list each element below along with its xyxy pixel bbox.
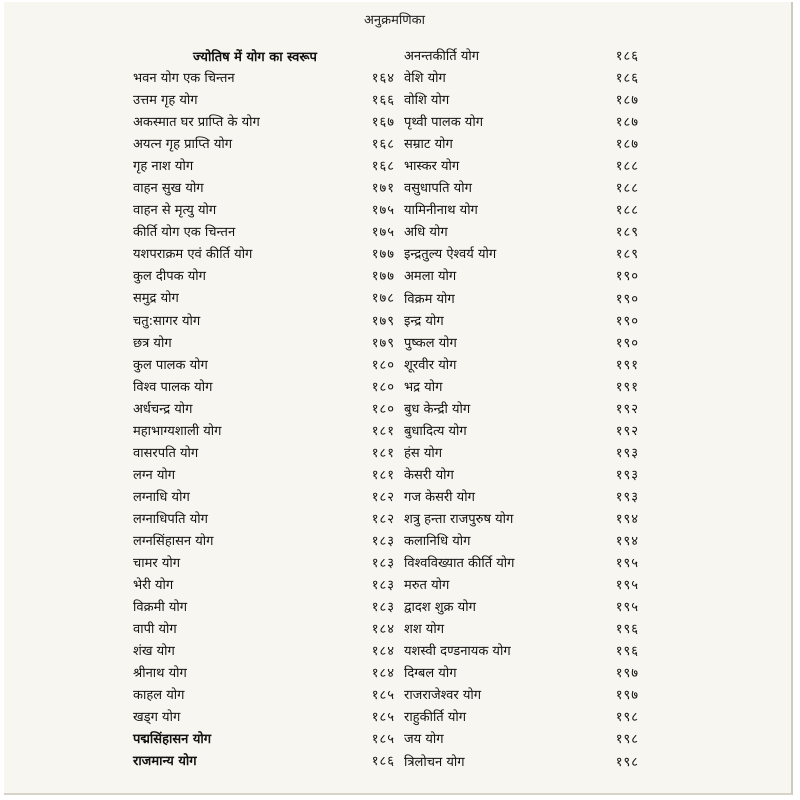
toc-entry-title: कुल पालक योग (133, 357, 208, 373)
toc-entry-title: दिग्बल योग (404, 666, 457, 682)
toc-entry-page: १९३ (615, 445, 639, 461)
toc-entry-page: १८५ (371, 710, 395, 726)
toc-entry (404, 88, 639, 110)
toc-entry (133, 176, 395, 198)
toc-entry-title: विक्रमी योग (133, 600, 188, 616)
toc-entry (404, 375, 639, 397)
toc-entry-title: पुष्कल योग (404, 335, 457, 351)
page-header-title: अनुक्रमणिका (363, 13, 426, 28)
toc-entry (404, 705, 639, 727)
toc-entry-title: अर्धचन्द्र योग (133, 401, 193, 417)
toc-entry (133, 595, 395, 617)
toc-entry (404, 397, 639, 419)
toc-entry-title: भेरी योग (133, 578, 174, 594)
toc-entry (404, 66, 639, 88)
toc-entry-title: लग्नाधिपति योग (133, 511, 208, 527)
toc-entry-title: अयत्न गृह प्राप्ति योग (133, 137, 233, 153)
toc-entry (404, 639, 639, 661)
toc-entry (133, 353, 395, 375)
toc-entry (404, 727, 639, 749)
toc-entry-title: यशपराक्रम एवं कीर्ति योग (133, 247, 253, 263)
toc-entry-title: राहुकीर्ति योग (404, 710, 467, 726)
toc-entry-page: १८२ (371, 511, 395, 527)
toc-entry-page: १९० (615, 291, 639, 307)
toc-entry-title: मरुत योग (404, 578, 450, 594)
toc-entry-page: १९१ (615, 379, 639, 395)
section-heading: ज्योतिष में योग का स्वरूप (193, 50, 317, 65)
toc-entry (133, 286, 395, 308)
toc-entry-page: १९४ (615, 534, 639, 550)
toc-entry (133, 66, 395, 88)
toc-entry-page: १८४ (371, 644, 395, 660)
toc-entry-page: १९५ (615, 556, 639, 572)
toc-entry-page: १६४ (371, 71, 395, 86)
toc-entry-page: १८० (371, 357, 395, 373)
toc-entry (133, 264, 395, 286)
toc-entry-page: १८७ (615, 137, 639, 153)
toc-entry (133, 683, 395, 705)
toc-entry-page: १८३ (371, 600, 395, 616)
toc-entry (404, 176, 639, 198)
toc-entry-title: शंख योग (133, 644, 175, 660)
toc-entry-title: त्रिलोचन योग (404, 754, 465, 770)
toc-entry (404, 463, 639, 485)
toc-entry-page: १८६ (615, 71, 639, 87)
toc-entry-page: १८१ (371, 445, 395, 461)
toc-entry-title: केसरी योग (404, 467, 454, 483)
toc-entry-page: १९५ (615, 600, 639, 616)
toc-entry (404, 220, 639, 242)
toc-entry-page: १७७ (371, 247, 395, 263)
toc-entry (404, 595, 639, 617)
toc-entry-title: कीर्ति योग एक चिन्तन (133, 225, 236, 241)
toc-entry (133, 242, 395, 264)
toc-entry (133, 154, 395, 176)
toc-entry-page: १८१ (371, 423, 395, 439)
toc-entry-page: १९६ (615, 644, 639, 660)
toc-entry (133, 639, 395, 661)
toc-entry-title: वाहन सुख योग (133, 181, 204, 197)
toc-entry-title: भास्कर योग (404, 159, 460, 175)
toc-entry-title: अधि योग (404, 225, 448, 241)
toc-entry-title: जय योग (404, 732, 444, 748)
toc-entry-page: १८५ (371, 688, 395, 704)
toc-entry-title: लग्नाधि योग (133, 489, 190, 505)
toc-entry-page: १९८ (615, 732, 639, 748)
toc-entry-page: १९२ (615, 401, 639, 417)
toc-entry (133, 375, 395, 397)
toc-entry-title: अमला योग (404, 269, 457, 285)
toc-entry (404, 287, 639, 309)
toc-entry (404, 110, 639, 132)
toc-entry-title: वापी योग (133, 622, 177, 638)
toc-entry-title: द्वादश शुक्र योग (404, 600, 476, 616)
toc-entry-page: १८४ (371, 666, 395, 682)
toc-entry (133, 705, 395, 727)
toc-entry-page: १८७ (615, 115, 639, 131)
toc-entry-title: सम्राट योग (404, 137, 453, 153)
toc-entry (133, 441, 395, 463)
toc-entry-page: १७१ (371, 181, 395, 197)
toc-entry-page: १९८ (615, 754, 639, 770)
toc-entry-page: १८० (371, 379, 395, 395)
toc-entry-page: १९० (615, 313, 639, 329)
toc-entry-title: हंस योग (404, 445, 443, 461)
toc-entry-title: वाहन से मृत्यु योग (133, 203, 217, 219)
toc-entry-page: १६७ (371, 115, 395, 131)
toc-entry-title: महाभाग्यशाली योग (133, 423, 222, 439)
toc-entry-page: १६८ (371, 137, 395, 153)
toc-entry-title: अनन्तकीर्ति योग (404, 49, 480, 64)
toc-entry (133, 132, 395, 154)
toc-entry-page: १८८ (615, 203, 639, 219)
toc-entry (133, 88, 395, 110)
toc-entry-title: चामर योग (133, 556, 181, 572)
toc-entry-page: १९३ (615, 467, 639, 483)
toc-entry-page: १८८ (615, 159, 639, 175)
toc-entry (404, 132, 639, 154)
toc-entry-title: वसुधापति योग (404, 181, 472, 197)
toc-entry (404, 264, 639, 286)
toc-entry-title: लग्नसिंहासन योग (133, 533, 214, 549)
toc-entry-page: १८६ (615, 49, 639, 64)
toc-entry-page: १८५ (371, 732, 395, 748)
toc-entry-title: वासरपति योग (133, 445, 199, 461)
toc-entry-title: खड्ग योग (133, 710, 181, 726)
toc-entry (404, 242, 639, 264)
toc-entry (133, 220, 395, 242)
toc-entry-title: काहल योग (133, 688, 185, 704)
toc-entry (133, 198, 395, 220)
toc-entry-page: १६८ (371, 159, 395, 175)
toc-entry (404, 419, 639, 441)
toc-entry (404, 198, 639, 220)
toc-entry-title: कलानिधि योग (404, 534, 471, 550)
toc-entry (133, 419, 395, 441)
toc-entry-page: १८३ (371, 556, 395, 572)
toc-entry (133, 727, 395, 749)
toc-entry (404, 353, 639, 375)
toc-entry-title: गृह नाश योग (133, 159, 194, 175)
toc-entry-page: १६६ (371, 93, 395, 109)
toc-entry-title: विश्व पालक योग (133, 379, 213, 395)
toc-entry-title: विक्रम योग (404, 291, 455, 307)
toc-entry (133, 110, 395, 132)
toc-entry-page: १८० (371, 401, 395, 417)
toc-entry (133, 485, 395, 507)
toc-entry (133, 397, 395, 419)
toc-entry-title: यशस्वी दण्डनायक योग (404, 644, 511, 660)
toc-entry-title: अकस्मात घर प्राप्ति के योग (133, 115, 260, 131)
toc-entry (404, 617, 639, 639)
toc-entry-title: विश्वविख्यात कीर्ति योग (404, 556, 515, 572)
toc-entry-page: १८८ (615, 181, 639, 197)
toc-entry (133, 749, 395, 771)
toc-entry-page: १७७ (371, 269, 395, 285)
toc-entry (404, 154, 639, 176)
toc-entry (133, 661, 395, 683)
toc-entry-page: १७५ (371, 203, 395, 219)
toc-entry-title: पृथ्वी पालक योग (404, 115, 484, 131)
toc-entry-page: १८६ (371, 754, 395, 770)
toc-entry-title: लग्न योग (133, 467, 176, 483)
toc-entry-page: १९४ (615, 511, 639, 527)
toc-entry-page: १८९ (615, 225, 639, 241)
toc-entry-title: भवन योग एक चिन्तन (133, 71, 235, 86)
toc-entry (133, 573, 395, 595)
toc-entry (404, 441, 639, 463)
toc-right-column (404, 44, 639, 772)
toc-entry-title: शूरवीर योग (404, 357, 457, 373)
toc-entry (133, 507, 395, 529)
toc-entry-page: १९५ (615, 578, 639, 594)
toc-entry (404, 529, 639, 551)
toc-entry-page: १७५ (371, 225, 395, 241)
toc-entry-title: इन्द्रतुल्य ऐश्वर्य योग (404, 247, 497, 263)
toc-entry (404, 309, 639, 331)
toc-entry-page: १८३ (371, 578, 395, 594)
toc-entry-page: १९३ (615, 489, 639, 505)
toc-entry (133, 551, 395, 573)
toc-entry-title: चतु:सागर योग (133, 313, 201, 329)
toc-entry-page: १८१ (371, 467, 395, 483)
toc-entry (404, 485, 639, 507)
toc-entry (404, 507, 639, 529)
toc-entry-page: १९० (615, 335, 639, 351)
toc-entry-title: गज केसरी योग (404, 489, 475, 505)
toc-entry-page: १७९ (371, 313, 395, 329)
toc-entry-title: वेशि योग (404, 71, 446, 87)
toc-entry-title: शत्रु हन्ता राजपुरुष योग (404, 511, 514, 527)
toc-entry-page: १९२ (615, 423, 639, 439)
toc-entry (133, 617, 395, 639)
toc-entry-title: राजराजेश्वर योग (404, 688, 482, 704)
toc-entry-page: १९० (615, 269, 639, 285)
toc-entry-page: १९१ (615, 357, 639, 373)
toc-entry-title: उत्तम गृह योग (133, 93, 198, 109)
toc-entry-page: १७९ (371, 335, 395, 351)
toc-entry-title: बुधादित्य योग (404, 423, 467, 439)
toc-entry-title: राजमान्य योग (133, 754, 197, 770)
toc-entry-page: १८४ (371, 622, 395, 638)
toc-entry (133, 309, 395, 331)
toc-entry (404, 661, 639, 683)
toc-entry-title: वोशि योग (404, 93, 450, 109)
toc-entry (404, 573, 639, 595)
toc-entry (404, 551, 639, 573)
toc-entry (133, 331, 395, 353)
toc-entry-title: श्रीनाथ योग (133, 666, 187, 682)
toc-entry-page: १९७ (615, 688, 639, 704)
toc-entry-title: समुद्र योग (133, 291, 179, 307)
toc-entry (133, 529, 395, 551)
toc-entry-title: इन्द्र योग (404, 313, 444, 329)
toc-entry-page: १८२ (371, 489, 395, 505)
toc-entry (404, 331, 639, 353)
toc-entry-title: शश योग (404, 622, 445, 638)
toc-entry (404, 44, 639, 66)
toc-entry (133, 463, 395, 485)
toc-entry-title: छत्र योग (133, 335, 172, 351)
toc-entry-title: बुध केन्द्री योग (404, 401, 471, 417)
toc-entry-title: पद्मसिंहासन योग (133, 732, 212, 748)
toc-entry-page: १९८ (615, 710, 639, 726)
toc-entry-title: कुल दीपक योग (133, 269, 206, 285)
toc-entry-page: १७८ (371, 291, 395, 307)
toc-entry-page: १८९ (615, 247, 639, 263)
toc-left-column (133, 66, 395, 772)
toc-entry (404, 683, 639, 705)
toc-entry (404, 750, 639, 772)
toc-entry-title: यामिनीनाथ योग (404, 203, 478, 219)
book-page (4, 2, 793, 795)
toc-entry-page: १९६ (615, 622, 639, 638)
toc-entry-page: १८७ (615, 93, 639, 109)
toc-entry-title: भद्र योग (404, 379, 443, 395)
toc-entry-page: १८३ (371, 533, 395, 549)
toc-entry-page: १९७ (615, 666, 639, 682)
